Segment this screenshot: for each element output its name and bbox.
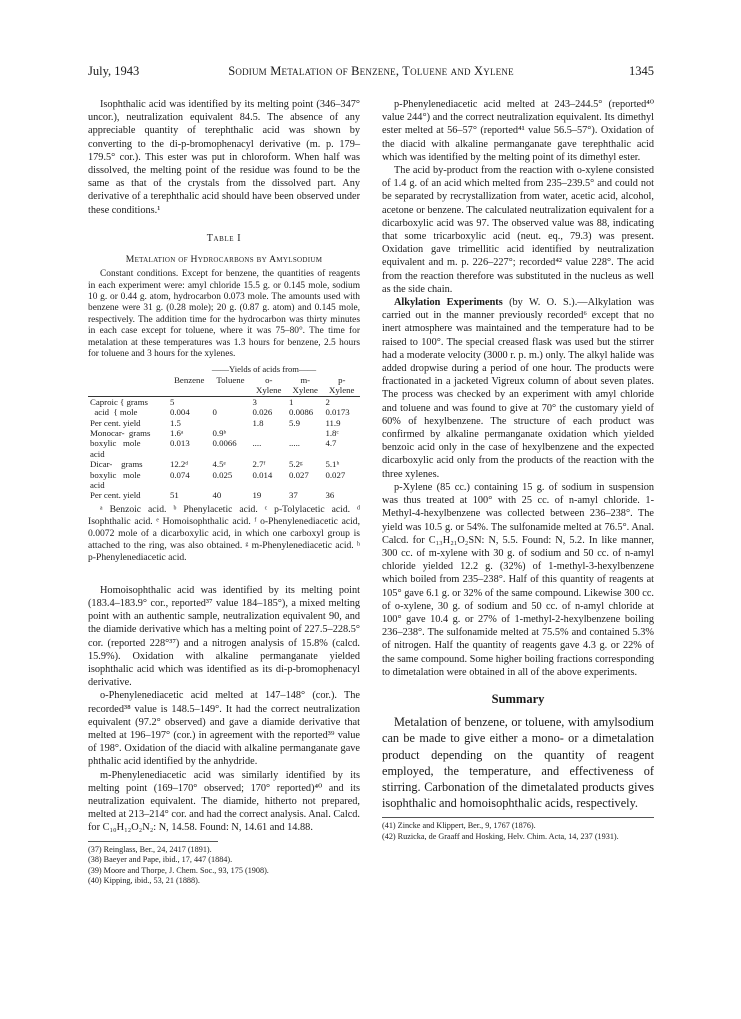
- table-conditions-note: Constant conditions. Except for benzene, the quantities of reagents in each experiment were: amyl chloride 15.5 g. or 0.145 mole, sodium 10 g. or 0.44 g. atom, hydrocarbon 0.073 mole. The amounts used with benzene were 31 g. (0.28 mole); 20 g. (0.87 g. atom) and 0.145 mole, respectively. The addition time for the hydrocarbon was thirty minutes in each case except for toluene, where it was 75–80°. The time for metalation at these temperatures was 1.3 hours for benzene, 2.5 hours for toluene and 3 hours for the xylenes.: [88, 269, 360, 360]
- reference-item: (39) Moore and Thorpe, J. Chem. Soc., 93, 175 (1908).: [88, 865, 269, 875]
- reference-item: (37) Reinglass, Ber., 24, 2417 (1891).: [88, 844, 212, 854]
- table-cell: 5.1ʰ: [325, 459, 340, 470]
- table-cell: [211, 480, 251, 490]
- table-cell: 0.027: [325, 469, 346, 480]
- table-cell: [211, 418, 251, 428]
- table-cell: 0.004: [169, 407, 190, 418]
- paragraph-isophthalic: Isophthalic acid was identified by its melting point (346–347° uncor.), neutralization equivalent 84.5. The absence of any appreciable quantity of terephthalic acid was shown by converting to the di-p-bromophenacyl derivative (m. p. 179–179.5° cor.). This ester was put in chloroform. When half was dissolved, the melting point of the residue was found to be the same as that of the crystals from the dissolved part. Any derivative of a terephthalic acid should have been observed under these conditions.¹: [88, 99, 360, 216]
- table-cell: [250, 480, 286, 490]
- table-cell: 40: [212, 490, 222, 501]
- reference-item: (40) Kipping, ibid., 53, 21 (1888).: [88, 876, 200, 886]
- reference-item: (42) Ruzicka, de Graaff and Hosking, Helv. Chim. Acta, 14, 237 (1931).: [382, 831, 619, 841]
- table-cell: 0.013: [169, 438, 190, 449]
- table-cell: 1.8: [252, 417, 264, 428]
- paragraph-alkylation: Alkylation Experiments (by W. O. S.).—Alkylation was carried out in the manner previously recorded⁶ except that no inert atmosphere was maintained and the temperature had to be raised to 100°. The special creased flask was used but the stirrer had a moderate velocity (3000 r. p. m.) only. The alkyl halide was added dropwise during a period of one hour. The products were fractionated in a jacketed Vigreux column of about seven plates. The process was checked by an experiment with amyl chloride and toluene and was found to give at 70° the customary yield of 60% of hexylbenzene. The structure of each product was confirmed by alkaline permanganate oxidation which yielded benzoic acid only in the case of hexylbenzene and the expected dicarboxylic acid only from the products of the reaction with the three xylenes.: [382, 297, 654, 480]
- table-cell: 1.6ᵃ: [169, 427, 184, 438]
- yields-table: [88, 364, 360, 500]
- table-col-header: p- Xylene: [329, 374, 355, 396]
- table-cell: [287, 480, 323, 490]
- paragraph-m-phenylenediacetic: m-Phenylenediacetic acid was similarly identified by its melting point (169–170° observed; 170° reported)⁴⁰ and its neutralization equivalent. The diamide, hitherto not prepared, melted at 213–214° cor. and had the correct analysis. Anal. Calcd. for C₁₀H₁₂O₂N₂: N, 14.58. Found: N, 14.61 and 14.88.: [88, 769, 360, 834]
- paragraph-p-xylene: p-Xylene (85 cc.) containing 15 g. of sodium in suspension was thus treated at 100° with 25 cc. of n-amyl chloride. 1-Methyl-4-hexylbenzene was collected between 236–238°. The yield was 10.5 g. or 54%. The sulfonamide melted at 76.5°. Anal. Calcd. for C₁₃H₂₁O₂SN: N, 5.5. Found: N, 5.2. In like manner, 300 cc. of m-xylene with 30 g. of sodium and 50 cc. of n-amyl chloride yielded 12.2 g. (32%) of 1-methyl-3-hexylbenzene which boiled from 235–238°. Half of this quantity of reagents at 105° gave 6.1 g. or 32% of the same compound. Likewise 300 cc. of o-xylene, 30 g. of sodium and 50 cc. of n-amyl chloride at 100° gave 10.4 g. or 27% of 1-methyl-2-hexylbenzene boiling 236–238°. The sulfonamide melted at 75.5% and contained 5.3% of nitrogen. Half the quantity of reagents gave 4.3 g. or 22% of the same compound. Some higher boiling fractions corresponding to dimetalation were obtained in all of the above experiments.: [382, 481, 654, 678]
- left-column: [88, 98, 360, 887]
- table-row: [88, 428, 360, 438]
- table-row-label: boxylic mole: [90, 438, 141, 449]
- table-cell: [250, 449, 286, 459]
- left-references: [88, 841, 269, 887]
- table-footnotes: ᵃ Benzoic acid. ᵇ Phenylacetic acid. ᶜ p-Tolylacetic acid. ᵈ Isophthalic acid. ᵉ Homoisophthalic acid. ᶠ o-Phenylenediacetic acid, 0.0072 mole of a dicarboxylic acid, in which one carboxyl group is attached to the ring, was also obtained. ᵍ m-Phenylenediacetic acid. ʰ p-Phenylenediacetic acid.: [88, 503, 360, 563]
- table-col-header: m- Xylene: [292, 374, 318, 396]
- table-cell: 3: [252, 396, 257, 407]
- table-title: Metalation of Hydrocarbons by Amylsodium: [125, 254, 323, 266]
- table-cell: 5.2ᵍ: [288, 459, 303, 470]
- table-cell: 0.0066: [212, 438, 237, 449]
- paragraph-acid-byproduct: The acid by-product from the reaction with o-xylene consisted of 1.4 g. of an acid which melted from 235–239.5° and could not be separated by recrystallization from water, acetic acid, alcohol, acetone or benzene. The calculated neutralization equivalent for a dicarboxylic acid was 97. The observed value was 88, indicating that some tricarboxylic acid (neut. eq., 79.3) was present. Oxidation gave trimellitic acid identified by neutralization equivalent and m. p. 226–227°; recorded⁴² value 228°. The acid from the reaction therefore was substituted in the nucleus as well as the side chain.: [382, 165, 654, 295]
- running-header: [88, 64, 654, 80]
- table-cell: [287, 449, 323, 459]
- table-row-label: Per cent. yield: [90, 417, 141, 428]
- table-cell: 0.0173: [325, 407, 350, 418]
- table-col-header: Toluene: [216, 374, 245, 385]
- table-cell: ....: [252, 438, 262, 449]
- right-references: [382, 817, 654, 842]
- table-row: [88, 449, 360, 459]
- paragraph-o-phenylenediacetic: o-Phenylenediacetic acid melted at 147–148° (cor.). The recorded³⁸ value is 148.5–149°. It had the correct neutralization equivalent (97.2° observed) and gave a diamide derivative that melted at 196–197° (cor.) in agreement with the reported³⁹ value of 198°. Oxidation of the diacid with alkaline permanganate gave phthalic acid identified by the anhydride.: [88, 690, 360, 768]
- table-cell: 2.7ᶠ: [252, 459, 266, 470]
- table-row-label: Dicar- grams: [90, 459, 143, 470]
- summary-heading: Summary: [491, 691, 545, 706]
- table-row: [88, 407, 360, 417]
- table-span-header: ——Yields of acids from——: [211, 364, 317, 375]
- reference-item: (41) Zincke and Klippert, Ber., 9, 1767 (1876).: [382, 821, 536, 831]
- table-cell: 19: [252, 490, 262, 501]
- table-row: [88, 480, 360, 490]
- alkylation-heading: Alkylation Experiments: [394, 297, 503, 309]
- table-cell: 1.5: [169, 417, 181, 428]
- table-cell: .....: [288, 438, 300, 449]
- table-cell: 0.9ᵇ: [212, 427, 227, 438]
- table-cell: 0.014: [252, 469, 273, 480]
- table-row: [88, 459, 360, 469]
- table-row: [88, 438, 360, 448]
- right-column: [382, 98, 654, 843]
- paragraph-p-phenylenediacetic: p-Phenylenediacetic acid melted at 243–244.5° (reported⁴⁰ value 244°) and the correct neutralization equivalent. Its dimethyl ester melted at 56–57° (reported⁴¹ value 56.5–57°). Oxidation of the diacid with alkaline permanganate gave terephthalic acid which was identified by the melting point of its dimethyl ester.: [382, 99, 654, 163]
- table-cell: 51: [169, 490, 179, 501]
- table-cell: 0.0086: [288, 407, 314, 418]
- table-cell: 5.9: [288, 417, 300, 428]
- table-cell: 0.074: [169, 469, 190, 480]
- table-row-label: acid: [90, 448, 105, 459]
- table-row-label: boxylic mole: [90, 469, 141, 480]
- header-date: July, 1943: [88, 64, 140, 78]
- table-row-label: Per cent. yield: [90, 490, 141, 501]
- table-cell: 5: [169, 396, 175, 407]
- summary-text: Metalation of benzene, or toluene, with amylsodium can be made to give either a mono- or a dimetalation product depending on the quantity of reagent employed, the temperature, and effectiveness of stirring. Carbonation of the dimetalated products gives isophthalic and homoisophthalic acids, respectively.: [382, 715, 654, 811]
- table-row: [88, 490, 360, 500]
- table-row: [88, 396, 360, 407]
- table-row: [88, 418, 360, 428]
- table-col-header: Benzene: [174, 374, 205, 385]
- table-row: [88, 470, 360, 480]
- table-cell: 37: [288, 490, 298, 501]
- table-cell: 0.026: [252, 407, 273, 418]
- table-cell: [211, 396, 251, 407]
- table-cell: 2: [325, 396, 330, 407]
- table-cell: [287, 428, 323, 438]
- table-cell: [211, 449, 251, 459]
- table-cell: [323, 449, 360, 459]
- table-cell: [323, 480, 360, 490]
- table-cell: 0: [212, 407, 217, 418]
- table-row-label: Monocar- grams: [90, 427, 151, 438]
- table-cell: [168, 449, 211, 459]
- table-cell: 4.7: [325, 438, 337, 449]
- table-cell: 4.5ᵉ: [212, 459, 226, 470]
- table-row-label: Caproic { grams: [90, 396, 148, 407]
- table-cell: [250, 428, 286, 438]
- paragraph-homoisophthalic: Homoisophthalic acid was identified by its melting point (183.4–183.9° cor., reported³⁷ value 184–185°), a mixed melting point with an authentic sample, neutralization equivalent 90, and the diamide derivative which has a melting point of 227.5–228.5° cor. (reported 228°³⁷) and a nitrogen analysis of 15.8% (calcd. 15.9%). Oxidation with alkaline permanganate yielded isophthalic acid which was identified as its di-p-bromophenacyl derivative.: [88, 584, 360, 689]
- table-cell: 36: [325, 490, 335, 501]
- table-cell: 0.027: [288, 469, 309, 480]
- table-cell: 0.025: [212, 469, 233, 480]
- table-label: Table I: [206, 232, 242, 244]
- table-cell: 11.9: [325, 417, 341, 428]
- table-cell: 1.8ᶜ: [325, 427, 339, 438]
- table-cell: 1: [288, 396, 294, 407]
- table-row-label: acid { mole: [90, 407, 138, 418]
- table-col-header: o- Xylene: [256, 374, 282, 396]
- table-cell: [168, 480, 211, 490]
- header-title: Sodium Metalation of Benzene, Toluene and Xylene: [228, 64, 514, 78]
- table-cell: 12.2ᵈ: [169, 459, 189, 470]
- reference-item: (38) Baeyer and Pape, ibid., 17, 447 (1884).: [88, 855, 233, 865]
- header-page-number: 1345: [629, 64, 654, 78]
- table-row-label: acid: [90, 479, 105, 490]
